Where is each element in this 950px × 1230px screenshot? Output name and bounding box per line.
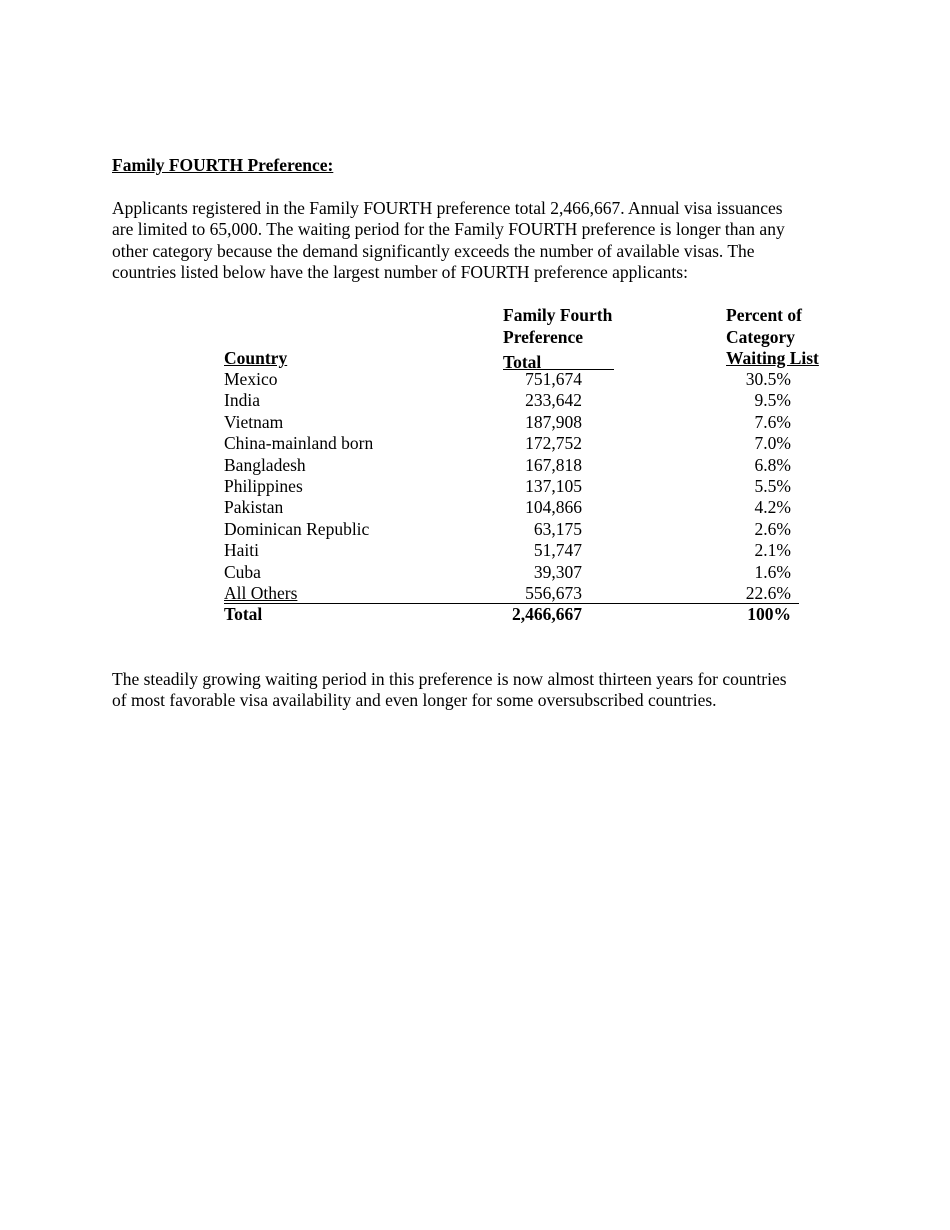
column-header-total-line: Family Fourth <box>503 305 613 325</box>
cell-percent: 9.5% <box>754 390 791 411</box>
intro-line: Applicants registered in the Family FOURTH preference total 2,466,667. Annual visa issuances <box>112 198 783 218</box>
cell-country: Dominican Republic <box>224 518 370 539</box>
cell-percent: 100% <box>747 604 791 625</box>
cell-percent: 5.5% <box>754 475 791 496</box>
intro-paragraph <box>112 198 872 283</box>
cell-country: Haiti <box>224 540 259 561</box>
column-header-percent-line: Percent of <box>726 305 802 325</box>
table-row <box>224 476 844 497</box>
column-header-total <box>503 305 614 370</box>
cell-total: 172,752 <box>525 433 582 454</box>
cell-percent: 30.5% <box>745 369 791 389</box>
cell-country: Pakistan <box>224 497 284 518</box>
table-row <box>224 433 844 454</box>
cell-percent: 4.2% <box>754 497 791 518</box>
table-body <box>224 369 844 626</box>
intro-line: countries listed below have the largest number of FOURTH preference applicants: <box>112 261 688 282</box>
column-header-country <box>224 348 287 370</box>
cell-percent: 7.6% <box>754 411 791 432</box>
cell-total: 39,307 <box>533 561 582 582</box>
cell-total: 104,866 <box>525 497 582 518</box>
cell-percent: 2.6% <box>754 518 791 539</box>
intro-line: are limited to 65,000. The waiting period for the Family FOURTH preference is longer than any <box>112 219 785 240</box>
cell-percent: 2.1% <box>754 540 791 561</box>
cell-percent: 1.6% <box>754 561 791 582</box>
cell-total: 167,818 <box>525 454 582 475</box>
cell-total: 137,105 <box>525 475 582 496</box>
cell-total: 2,466,667 <box>512 604 582 625</box>
table-row <box>224 412 844 433</box>
table-row <box>224 562 844 583</box>
column-header-country-label: Country <box>224 348 288 368</box>
cell-country: China-mainland born <box>224 433 374 454</box>
cell-country: All Others <box>224 582 298 603</box>
table-row <box>224 497 844 518</box>
table-row <box>224 519 844 540</box>
closing-paragraph <box>112 669 872 712</box>
column-header-percent-line: Category <box>726 326 796 347</box>
cell-country: Mexico <box>224 369 278 389</box>
cell-total: 556,673 <box>525 582 582 603</box>
table-row <box>224 390 844 411</box>
cell-total: 51,747 <box>533 540 582 561</box>
cell-country: Cuba <box>224 561 261 582</box>
table-row <box>224 369 844 390</box>
column-header-total-line <box>503 348 614 370</box>
table-row <box>224 455 844 476</box>
cell-country: Vietnam <box>224 411 284 432</box>
cell-total: 63,175 <box>533 518 582 539</box>
closing-line: The steadily growing waiting period in this preference is now almost thirteen years for countries <box>112 669 787 689</box>
cell-country: Philippines <box>224 475 303 496</box>
column-header-total-label: Total <box>503 351 542 372</box>
cell-country: Bangladesh <box>224 454 306 475</box>
table-row <box>224 583 844 604</box>
cell-total: 751,674 <box>525 369 582 389</box>
column-header-percent <box>726 305 819 370</box>
column-header-total-line: Preference <box>503 326 583 347</box>
cell-total: 233,642 <box>525 390 582 411</box>
table-total-row <box>224 604 844 625</box>
section-heading: Family FOURTH Preference: <box>112 155 334 175</box>
cell-percent: 6.8% <box>754 454 791 475</box>
cell-total: 187,908 <box>525 411 582 432</box>
intro-line: other category because the demand significantly exceeds the number of available visas. The <box>112 240 755 261</box>
cell-country: India <box>224 390 260 411</box>
cell-percent: 22.6% <box>745 582 791 603</box>
cell-country: Total <box>224 604 263 625</box>
closing-line: of most favorable visa availability and even longer for some oversubscribed countries. <box>112 690 717 711</box>
table-row <box>224 540 844 561</box>
cell-percent: 7.0% <box>754 433 791 454</box>
column-header-percent-label: Waiting List <box>726 348 819 368</box>
